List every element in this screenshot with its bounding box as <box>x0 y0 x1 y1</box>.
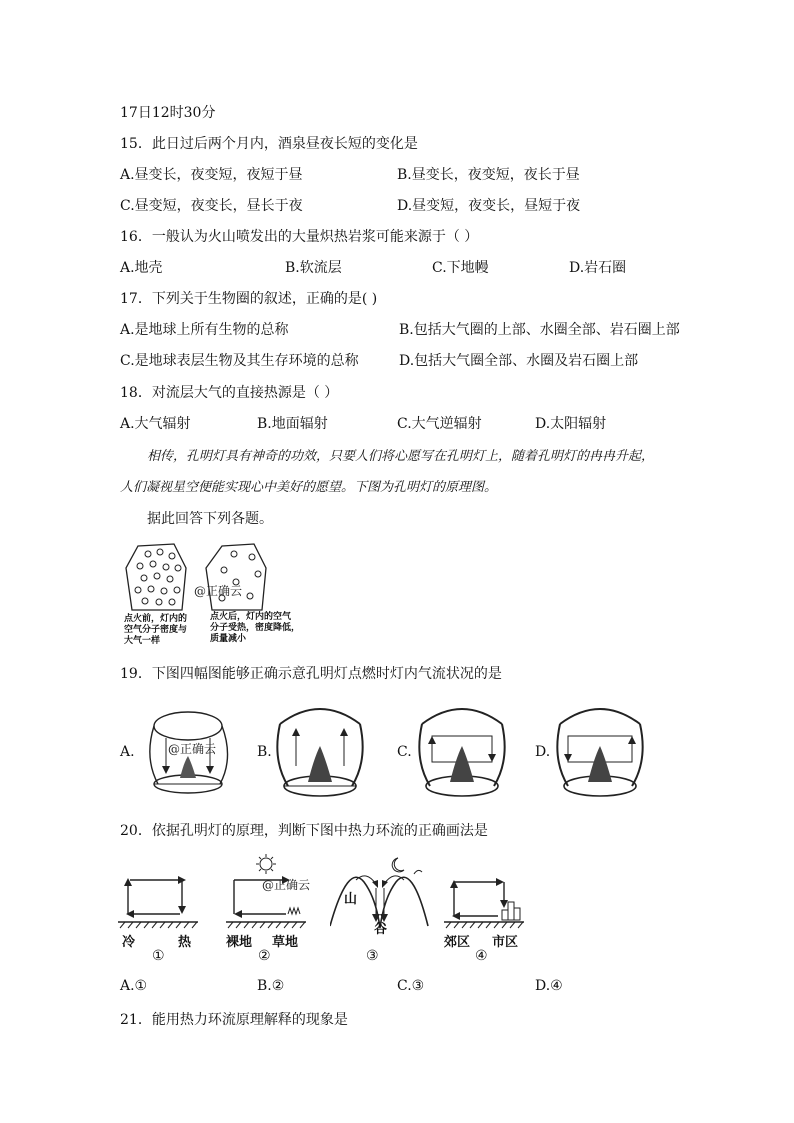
q16-option-b: B.软流层 <box>285 260 342 276</box>
circulation-figure-2 <box>226 852 311 922</box>
fig2-right-label: 草地 <box>272 935 299 950</box>
fig4-right-label: 市区 <box>492 935 519 950</box>
fig2-left-label: 裸地 <box>226 935 253 950</box>
q16-option-a: A.地壳 <box>120 260 163 276</box>
lantern-b-svg <box>270 700 370 800</box>
q15-stem: 15．此日过后两个月内，酒泉昼夜长短的变化是 <box>120 136 418 152</box>
q18-option-d: D.太阳辐射 <box>535 416 607 432</box>
q17-option-d: D.包括大气圈全部、水圈及岩石圈上部 <box>399 353 639 369</box>
fig1-number: ① <box>152 948 165 964</box>
passage-prompt: 据此回答下列各题。 <box>147 511 273 527</box>
lantern-principle-figure <box>120 540 301 650</box>
fig4-number: ④ <box>475 948 488 964</box>
q15-option-c: C.昼变短，夜变长，昼长于夜 <box>120 198 303 214</box>
caption-after-2: 分子受热，密度降低， <box>210 623 301 633</box>
caption-before-2: 空气分子密度与 <box>124 625 188 635</box>
fig2-watermark: @正确云 <box>262 878 311 892</box>
q19-label-b: B. <box>257 744 272 760</box>
q17-stem: 17．下列关于生物圈的叙述，正确的是( ) <box>120 291 378 307</box>
fig1-right-label: 热 <box>178 935 192 950</box>
ground-hatch-2 <box>226 921 306 929</box>
q19-stem: 19．下图四幅图能够正确示意孔明灯点燃时灯内气流状况的是 <box>120 666 502 682</box>
circulation-4-svg <box>444 872 524 922</box>
q17-option-c: C.是地球表层生物及其生存环境的总称 <box>120 353 359 369</box>
principle-watermark: @正确云 <box>194 584 243 598</box>
lantern-d-svg <box>550 700 650 800</box>
q20-stem: 20．依据孔明灯的原理，判断下图中热力环流的正确画法是 <box>120 823 488 839</box>
ground-hatch-4 <box>444 921 524 929</box>
caption-after-1: 点火后，灯内的空气 <box>210 612 292 622</box>
caption-before-1: 点火前，灯内的 <box>124 614 188 624</box>
q15-option-a: A.昼变长，夜变短，夜短于昼 <box>120 167 303 183</box>
circulation-figure-4 <box>444 872 524 922</box>
q20-option-a: A.① <box>120 978 148 994</box>
q16-option-d: D.岩石圈 <box>569 260 627 276</box>
fig2-number: ② <box>258 948 271 964</box>
circulation-1-svg <box>118 870 198 920</box>
fig4-left-label: 郊区 <box>444 935 471 950</box>
q15-option-b: B.昼变长，夜变短，夜长于昼 <box>397 167 580 183</box>
circulation-figure-3 <box>330 852 430 937</box>
fig3-valley-label: 谷 <box>374 922 388 937</box>
lantern-figure-d <box>550 700 650 800</box>
fig3-number: ③ <box>366 948 379 964</box>
fig1-left-label: 冷 <box>122 935 136 950</box>
ground-hatch-1 <box>118 921 198 929</box>
lantern-figure-a <box>140 708 240 798</box>
q16-stem: 16．一般认为火山喷发出的大量炽热岩浆可能来源于（ ） <box>120 229 479 245</box>
q21-stem: 21．能用热力环流原理解释的现象是 <box>120 1012 348 1028</box>
passage-line-1: 相传，孔明灯具有神奇的功效，只要人们将心愿写在孔明灯上，随着孔明灯的冉冉升起， <box>147 449 655 464</box>
lantern-figure-c <box>412 700 512 800</box>
q17-option-b: B.包括大气圈的上部、水圈全部、岩石圈上部 <box>399 322 680 338</box>
fig3-mountain-label: 山 <box>344 892 358 907</box>
top-line: 17日12时30分 <box>120 105 216 121</box>
q18-option-a: A.大气辐射 <box>120 416 191 432</box>
circulation-figure-1 <box>118 870 198 920</box>
q18-option-b: B.地面辐射 <box>257 416 328 432</box>
lantern-figure-b <box>270 700 370 800</box>
passage-line-2: 人们凝视星空便能实现心中美好的愿望。下图为孔明灯的原理图。 <box>120 480 498 495</box>
q19-label-c: C. <box>397 744 412 760</box>
caption-before-3: 大气一样 <box>124 636 161 646</box>
q16-option-c: C.下地幔 <box>432 260 489 276</box>
q19-label-a: A. <box>120 744 135 760</box>
caption-after-3: 质量减小 <box>210 634 247 644</box>
q19-label-d: D. <box>535 744 551 760</box>
q20-option-b: B.② <box>257 978 285 994</box>
q18-stem: 18．对流层大气的直接热源是（ ） <box>120 385 339 401</box>
q20-option-c: C.③ <box>397 978 425 994</box>
q17-option-a: A.是地球上所有生物的总称 <box>120 322 289 338</box>
q19-watermark: @正确云 <box>168 742 217 756</box>
q18-option-c: C.大气逆辐射 <box>397 416 482 432</box>
lantern-c-svg <box>412 700 512 800</box>
q20-option-d: D.④ <box>535 978 563 994</box>
q15-option-d: D.昼变短，夜变长，昼短于夜 <box>397 198 581 214</box>
